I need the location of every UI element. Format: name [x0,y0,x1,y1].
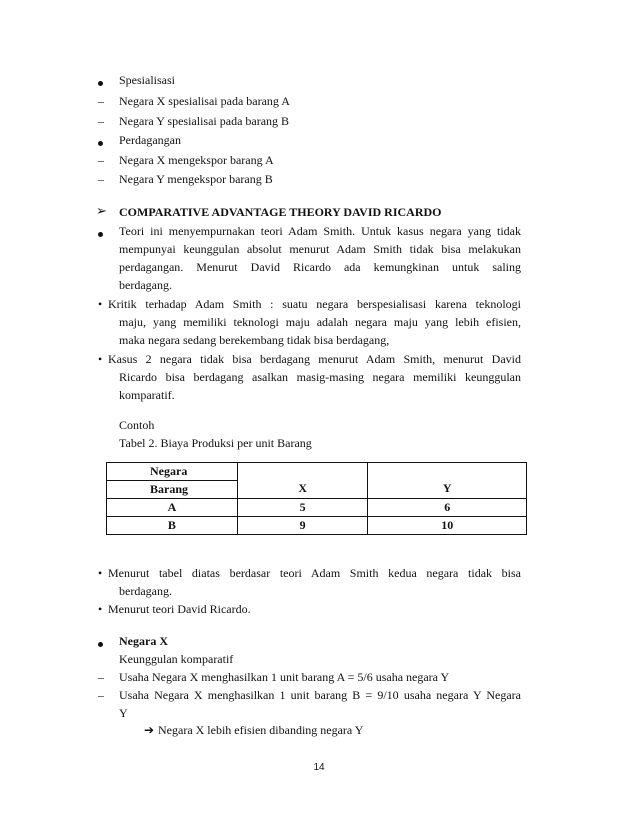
bullet-dot [98,75,103,89]
bullet-dash: – [98,153,104,167]
bullet-dot [98,636,103,650]
example-label: Contoh [119,418,155,432]
table-row [107,463,527,481]
list-item: Negara Y mengekspor barang B [119,172,273,186]
section-heading: COMPARATIVE ADVANTAGE THEORY DAVID RICARDO [119,205,442,219]
page-number: 14 [313,762,325,773]
table-caption: Tabel 2. Biaya Produksi per unit Barang [119,436,312,450]
paragraph-line: Ricardo bisa berdagang asalkan masig-masing negara memiliki keunggulan [119,370,521,384]
table-header-x: X [237,463,368,499]
table-cell: 6 [368,499,527,517]
list-item: Usaha Negara X menghasilkan 1 unit barang B = 9/10 usaha negara Y Negara [119,688,521,702]
paragraph-line: Menurut tabel diatas berdasar teori Adam Smith kedua negara tidak bisa [108,566,521,580]
list-item: Perdagangan [119,133,181,147]
paragraph-line: berdagang. [119,584,172,598]
bullet-small: • [98,352,103,366]
right-arrow-icon: ➔ [144,723,155,737]
paragraph-line: mempunyai keunggulan absolut menurut Adam Smith tidak bisa melakukan [119,242,521,256]
table-cell: B [107,517,238,535]
conclusion-text: Negara X lebih efisien dibanding negara Y [158,723,364,737]
bullet-small: • [98,602,103,616]
paragraph-line: Menurut teori David Ricardo. [108,602,251,616]
bullet-dot [98,135,103,149]
subsection-subtitle: Keunggulan komparatif [119,652,234,666]
list-item: Usaha Negara X menghasilkan 1 unit barang A = 5/6 usaha negara Y [119,670,450,684]
table-cell: 9 [237,517,368,535]
bullet-small: • [98,566,103,580]
list-item-continuation: Y [119,706,128,720]
arrow-bullet-icon: ➢ [96,203,107,218]
subsection-title: Negara X [119,634,168,648]
table-row [107,517,527,535]
bullet-dash: – [98,172,104,186]
paragraph-line: komparatif. [119,388,175,402]
table-header-y: Y [368,463,527,499]
list-item: Negara Y spesialisai pada barang B [119,114,290,128]
production-cost-table [106,462,527,535]
list-item: Negara X spesialisai pada barang A [119,94,290,108]
paragraph-line: perdagangan. Menurut David Ricardo ada kemungkinan untuk saling [119,260,521,274]
list-item: Negara X mengekspor barang A [119,153,274,167]
paragraph-line: Teori ini menyempurnakan teori Adam Smith. Untuk kasus negara yang tidak [119,224,521,238]
table-cell: 5 [237,499,368,517]
bullet-dash: – [98,114,104,128]
table-cell: 10 [368,517,527,535]
table-cell-corner-bottom: Barang [107,481,238,499]
bullet-small: • [98,297,103,311]
bullet-dash: – [98,688,104,702]
bullet-dot [98,226,103,240]
paragraph-line: Kritik terhadap Adam Smith : suatu negara berspesialisasi karena teknologi [108,297,521,311]
table-cell-corner-top: Negara [107,463,238,481]
paragraph-line: maka negara sedang berekembang tidak bisa berdagang, [119,333,390,347]
paragraph-line: berdagang. [119,278,172,292]
paragraph-line: Kasus 2 negara tidak bisa berdagang menurut Adam Smith, menurut David [108,352,521,366]
list-item: Spesialisasi [119,73,175,87]
bullet-dash: – [98,94,104,108]
table-row [107,499,527,517]
table-cell: A [107,499,238,517]
bullet-dash: – [98,670,104,684]
paragraph-line: maju, yang memiliki teknologi maju adalah negara maju yang lebih efisien, [119,315,521,329]
